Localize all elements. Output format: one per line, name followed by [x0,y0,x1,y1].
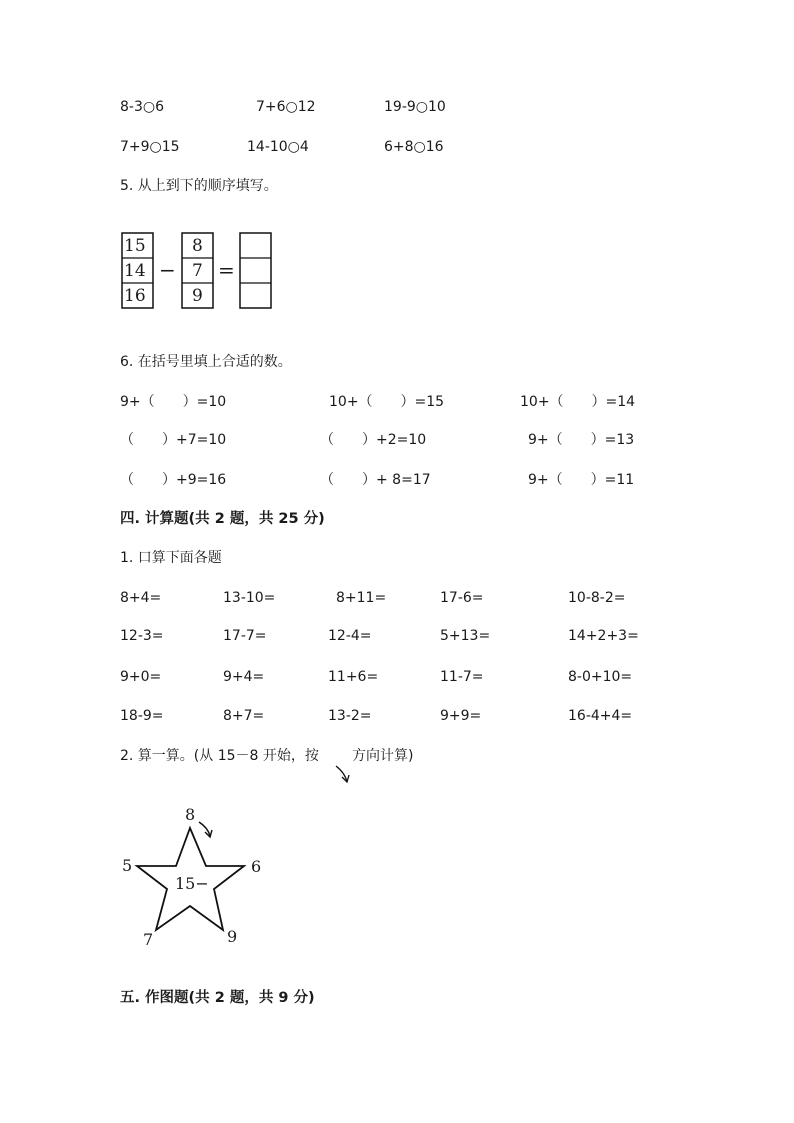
fill-blank-item: （ ）+7=10 [120,432,227,448]
section-4-heading: 四. 计算题(共 2 题，共 25 分) [120,511,325,527]
compare-item: 8-3○6 [120,99,164,115]
subtrahend-2: 7 [192,261,203,281]
fill-blank-item: 10+（ ）=15 [329,394,445,410]
oral-item: 9+0= [120,669,162,685]
question-2-title: 2. 算一算。(从 15－8 开始，按 [120,748,319,764]
fill-blank-item: 9+（ ）=13 [528,432,635,448]
question-1-title: 1. 口算下面各题 [120,550,222,566]
oral-item: 13-10= [223,590,276,606]
fill-blank-item: （ ）+2=10 [320,432,427,448]
minuend-2: 14 [124,261,146,281]
star-center-label: 15− [175,874,209,893]
oral-item: 16-4+4= [568,708,633,724]
star-right-label: 6 [251,857,262,876]
fill-blank-item: 9+（ ）=11 [528,472,635,488]
oral-item: 14+2+3= [568,628,639,644]
question-2-title-end: 方向计算) [352,748,414,764]
subtrahend-1: 8 [192,236,203,256]
oral-item: 9+4= [223,669,265,685]
oral-item: 8-0+10= [568,669,633,685]
oral-item: 11+6= [328,669,379,685]
star-top-label: 8 [185,805,196,824]
compare-item: 19-9○10 [384,99,446,115]
compare-item: 7+9○15 [120,139,180,155]
oral-item: 11-7= [440,669,484,685]
oral-item: 5+13= [440,628,491,644]
fill-blank-item: （ ）+ 8=17 [320,472,431,488]
fill-blank-item: 9+（ ）=10 [120,394,227,410]
oral-item: 8+7= [223,708,265,724]
compare-item: 7+6○12 [256,99,316,115]
compare-item: 6+8○16 [384,139,444,155]
section-5-heading: 五. 作图题(共 2 题，共 9 分) [120,990,315,1006]
oral-item: 8+11= [336,590,387,606]
fill-blank-item: （ ）+9=16 [120,472,227,488]
star-bottom-left-label: 7 [143,930,154,949]
minuend-3: 16 [124,286,146,306]
oral-item: 18-9= [120,708,164,724]
star-bottom-right-label: 9 [227,927,238,946]
oral-item: 12-4= [328,628,372,644]
arrow-icon [199,822,210,836]
question-6-title: 6. 在括号里填上合适的数。 [120,354,292,370]
oral-item: 17-7= [223,628,267,644]
star-left-label: 5 [122,856,133,875]
oral-item: 10-8-2= [568,590,626,606]
question-5-title: 5. 从上到下的顺序填写。 [120,178,278,194]
oral-item: 8+4= [120,590,162,606]
fill-blank-item: 10+（ ）=14 [520,394,636,410]
equals-sign: = [218,258,235,282]
minus-sign: − [159,258,176,282]
oral-item: 13-2= [328,708,372,724]
oral-item: 12-3= [120,628,164,644]
compare-item: 14-10○4 [247,139,309,155]
minuend-1: 15 [124,236,146,256]
oral-item: 9+9= [440,708,482,724]
oral-item: 17-6= [440,590,484,606]
subtrahend-3: 9 [192,286,203,306]
